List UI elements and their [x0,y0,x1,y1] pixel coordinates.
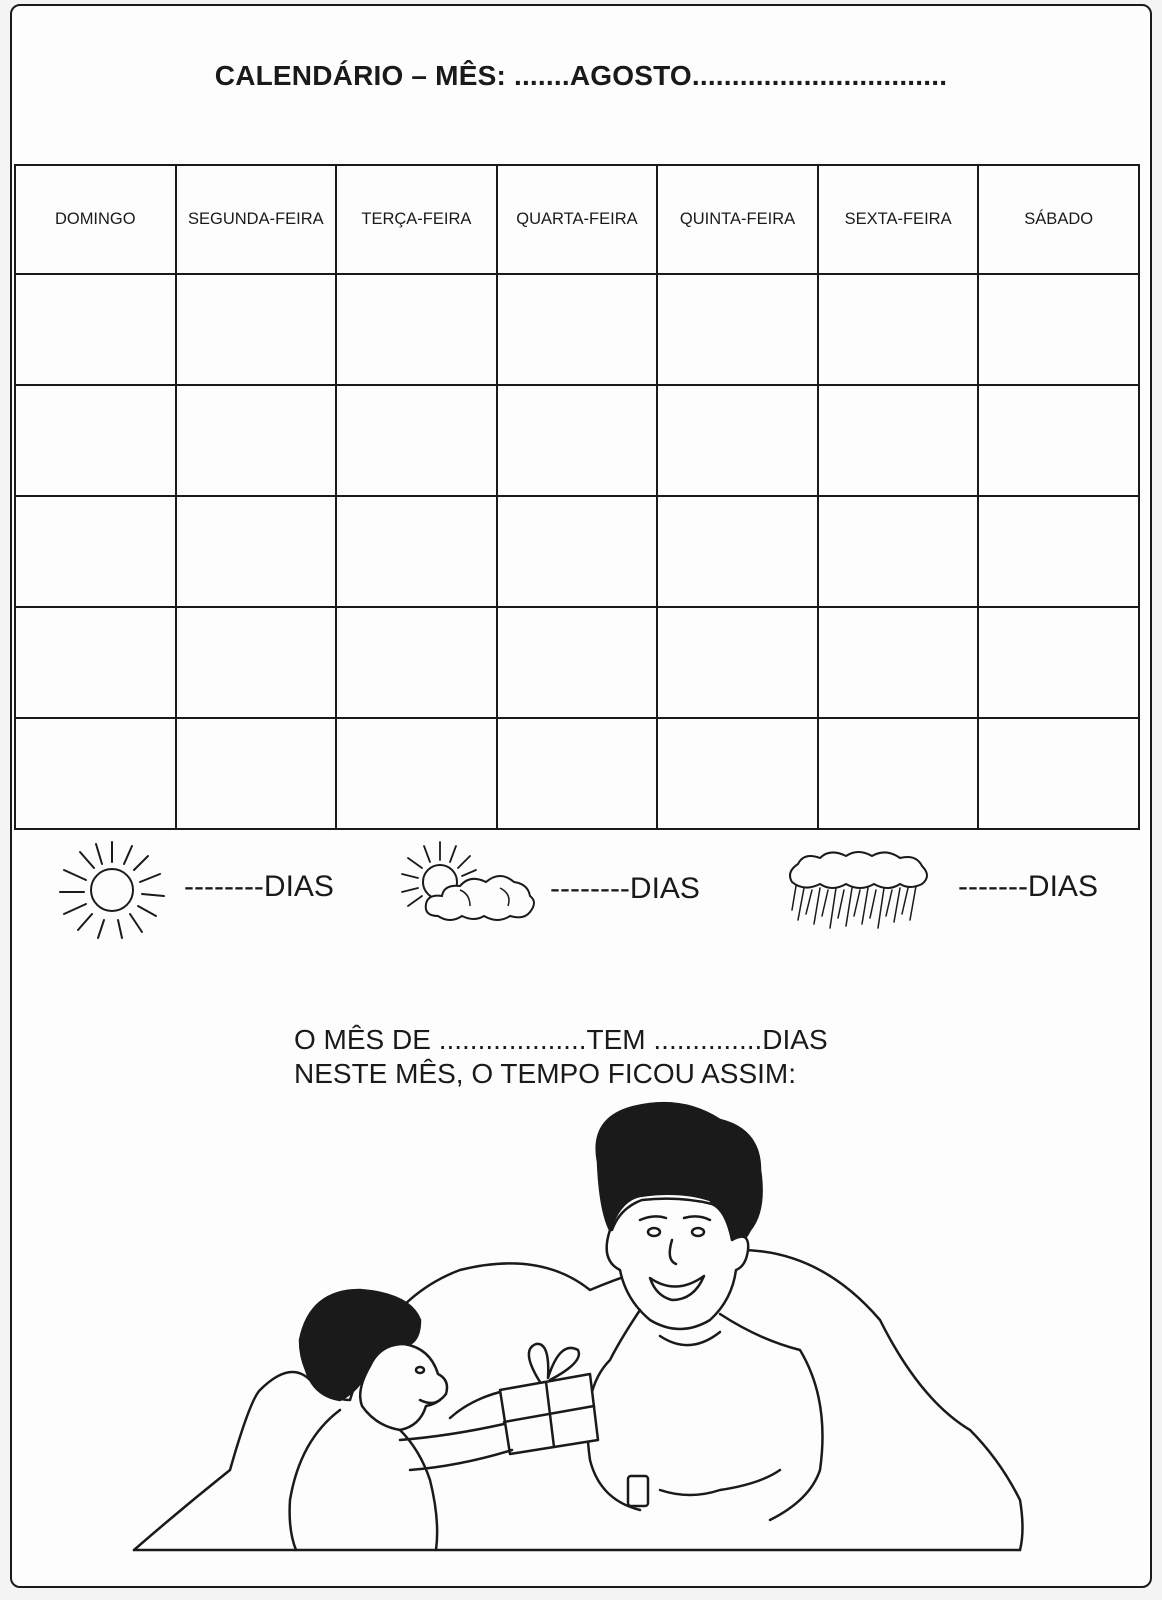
day-cell[interactable] [657,607,818,718]
day-cell[interactable] [657,385,818,496]
day-cell[interactable] [818,496,979,607]
weekday-tuesday: TERÇA-FEIRA [336,165,497,274]
weekday-monday: SEGUNDA-FEIRA [176,165,337,274]
week-row [15,496,1139,607]
day-cell[interactable] [818,385,979,496]
partly-cloudy-icon [400,840,540,930]
day-cell[interactable] [818,718,979,829]
day-cell[interactable] [176,385,337,496]
day-cell[interactable] [336,496,497,607]
day-cell[interactable] [657,496,818,607]
weekday-thursday: QUINTA-FEIRA [657,165,818,274]
day-cell[interactable] [15,385,176,496]
rainy-days-field[interactable]: -------DIAS [958,870,1098,903]
day-cell[interactable] [336,274,497,385]
sunny-days-field[interactable]: --------DIAS [184,870,334,903]
partly-cloudy-days-field[interactable]: --------DIAS [550,872,700,905]
weekday-wednesday: QUARTA-FEIRA [497,165,658,274]
day-cell[interactable] [15,496,176,607]
day-cell[interactable] [497,385,658,496]
weekday-header-row [15,165,1139,274]
week-row [15,718,1139,829]
day-cell[interactable] [15,718,176,829]
day-cell[interactable] [497,496,658,607]
day-cell[interactable] [497,718,658,829]
day-cell[interactable] [176,607,337,718]
page-title [0,60,1162,92]
weekday-saturday: SÁBADO [978,165,1139,274]
week-row [15,607,1139,718]
day-cell[interactable] [818,607,979,718]
calendar-grid [14,164,1140,830]
weekday-sunday: DOMINGO [15,165,176,274]
title-prefix: CALENDÁRIO – MÊS: [214,60,514,91]
day-cell[interactable] [15,274,176,385]
day-cell[interactable] [497,607,658,718]
day-cell[interactable] [15,607,176,718]
day-cell[interactable] [978,718,1139,829]
week-row [15,274,1139,385]
day-cell[interactable] [336,607,497,718]
rain-cloud-icon [784,850,934,940]
week-row [15,385,1139,496]
month-days-sentence[interactable]: O MÊS DE ...................TEM ..............DIAS [294,1024,828,1055]
day-cell[interactable] [818,274,979,385]
day-cell[interactable] [176,274,337,385]
month-field[interactable]: .......AGOSTO................................ [513,60,948,91]
day-cell[interactable] [336,385,497,496]
day-cell[interactable] [176,496,337,607]
day-cell[interactable] [176,718,337,829]
father-and-son-gift-illustration [120,1100,1050,1560]
day-cell[interactable] [336,718,497,829]
weather-tally [0,840,1162,940]
day-cell[interactable] [657,274,818,385]
day-cell[interactable] [978,607,1139,718]
day-cell[interactable] [657,718,818,829]
day-cell[interactable] [978,385,1139,496]
day-cell[interactable] [978,496,1139,607]
day-cell[interactable] [978,274,1139,385]
sun-icon [52,840,172,940]
weather-summary-sentence: NESTE MÊS, O TEMPO FICOU ASSIM: [294,1058,797,1089]
day-cell[interactable] [497,274,658,385]
weekday-friday: SEXTA-FEIRA [818,165,979,274]
